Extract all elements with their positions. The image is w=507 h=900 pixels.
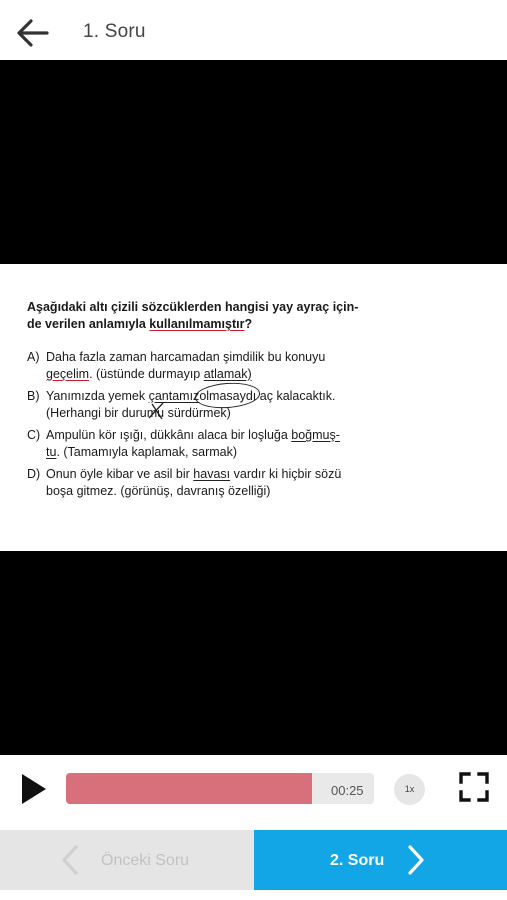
underlined-word: havası (193, 467, 231, 481)
progress-fill (66, 773, 312, 804)
option-text: . (üstünde durmayıp (89, 366, 204, 381)
cross-mark-icon (146, 401, 166, 421)
stem-text-end: ? (244, 317, 253, 331)
question-stem (27, 299, 367, 333)
fullscreen-icon (459, 772, 489, 802)
back-button[interactable] (14, 14, 52, 52)
underlined-word: tu (46, 444, 57, 459)
option-text: Daha fazla zaman harcamadan şimdilik bu konuyu (46, 350, 326, 364)
bottom-strip (0, 890, 507, 900)
option-text: . (Tamamıyla kaplamak, sarmak) (56, 444, 238, 459)
speed-button[interactable]: 1x (394, 774, 425, 805)
underlined-word: atlamak) (203, 366, 252, 381)
next-question-label: 2. Soru (330, 852, 385, 869)
stem-underlined-word: kullanılmamıştır (149, 317, 245, 331)
stem-text-1: Aşağıdaki altı çizili sözcüklerden hangisi yay ayraç için- (27, 300, 359, 314)
option-text: boşa gitmez. (görünüş, davranış özelliği) (46, 483, 271, 498)
chevron-left-icon (60, 845, 80, 875)
option-b (27, 388, 372, 421)
option-text: (Herhangi bir (46, 405, 122, 420)
next-question-button[interactable] (254, 830, 507, 890)
option-d (27, 466, 372, 499)
time-display: 00:25 (331, 783, 364, 798)
previous-question-label: Önceki Soru (101, 852, 190, 869)
option-letter: D) (27, 467, 41, 481)
option-text: Yanımızda yemek (46, 389, 149, 403)
page-title: 1. Soru (83, 21, 146, 42)
progress-bar[interactable] (66, 773, 374, 804)
play-button[interactable] (20, 772, 48, 806)
circled-word: olmasaydı (199, 389, 257, 403)
option-text: sürdürmek) (164, 405, 231, 420)
option-letter: A) (27, 350, 40, 364)
app-header (0, 0, 507, 60)
option-text: Onun öyle kibar ve asil bir (46, 467, 194, 481)
underlined-word: geçelim (46, 366, 90, 381)
chevron-right-icon (406, 845, 426, 875)
fullscreen-button[interactable] (459, 772, 489, 802)
option-text: aç kalacaktık. (256, 389, 336, 403)
option-letter: B) (27, 389, 40, 403)
option-c (27, 427, 372, 460)
option-text: Ampulün kör ışığı, dükkânı alaca bir loşluğa (46, 428, 292, 442)
option-a (27, 349, 372, 382)
struck-word (122, 405, 164, 422)
struck-word-text: durumu (121, 405, 165, 420)
underlined-word: çantamız (148, 389, 200, 403)
arrow-left-icon (14, 14, 52, 52)
underlined-word: boğmuş- (291, 428, 340, 442)
option-text: vardır ki hiçbir sözü (230, 467, 342, 481)
stem-text-2: de verilen anlamıyla (27, 317, 150, 331)
option-letter: C) (27, 428, 41, 442)
previous-question-button[interactable] (0, 830, 254, 890)
play-icon (20, 772, 48, 806)
